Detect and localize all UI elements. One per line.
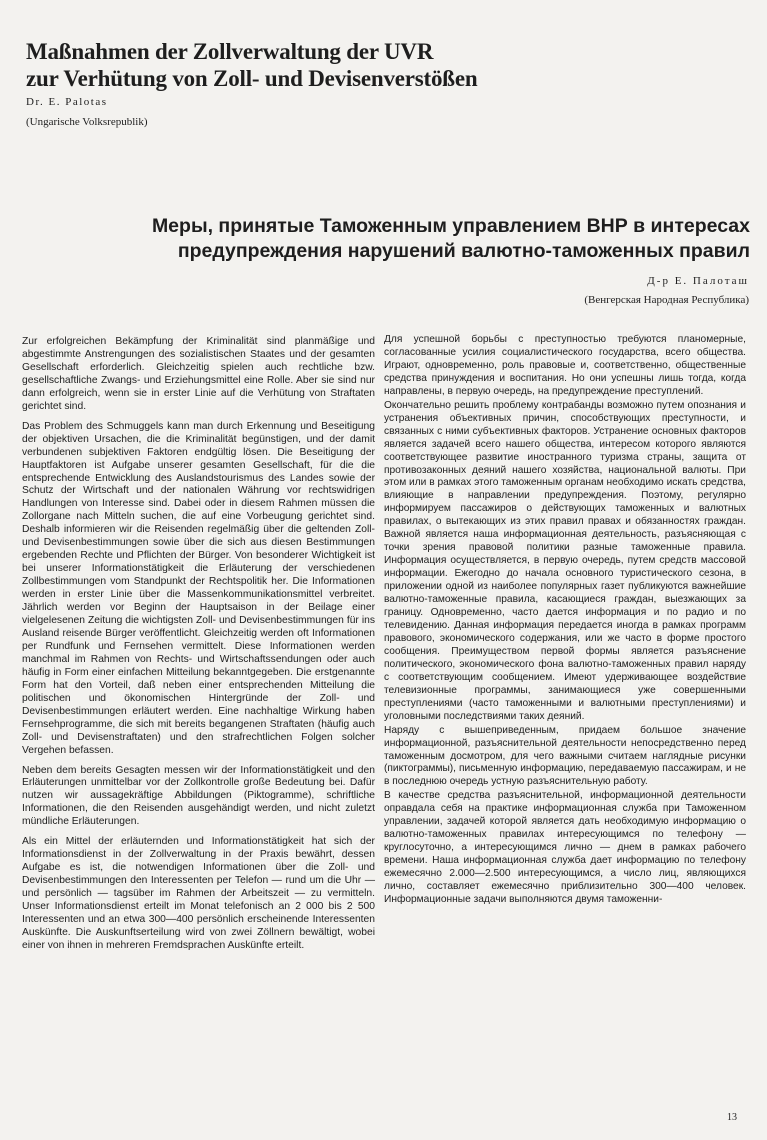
russian-paragraph: Для успешной борьбы с преступностью требуются планомерные, согласованные усилия социалистического государства, всего общества. Играют, одновременно, роль правовые и, соответственно, общественные средства принуждения и воспитания. Но они успешны лишь тогда, когда направлены, в первую очередь, на предупреждение преступлений.	[384, 334, 746, 397]
russian-title-line-2: предупреждения нарушений валютно-таможенных правил	[177, 240, 750, 262]
russian-paragraph: Наряду с вышеприведенным, придаем большое значение информационной, разъяснительной деятельности непосредственно перед таможенным досмотром, для чего важными считаем наглядные рисунки (пиктограммы), письменную информацию, передаваемую пассажирам, и не в последнюю очередь устную разъяснительную работу.	[384, 724, 746, 788]
german-country: (Ungarische Volksrepublik)	[26, 116, 148, 128]
page-number: 13	[727, 1112, 737, 1123]
russian-body-column	[384, 334, 746, 908]
russian-paragraph: Окончательно решить проблему контрабанды возможно путем опознания и устранения объективных причин, способствующих преступности, и связанных с ними субъективных факторов. Устранение основных факторов является задачей всего нашего общества, интересом которого являются соответствующее развитие иностранного туризма страны, защита от противозаконных деяний нашего хозяйства, национальной валюты. При этом или в рамках этого таможенным органам необходимо искать средства, влияющие в направлении предупреждения. Поэтому, регулярно информируем пассажиров о действующих таможенных и валютных правилах, о вытекающих из этих правил правах и обязанностях граждан. Важной является наша информационная деятельность, разъясняющая с точки зрения правовой политики разные таможенные правила. Информация осуществляется, в первую очередь, путем средств массовой информации. Ежегодно до начала основного туристического сезона, в приложении одной из наиболее популярных газет публикуются важнейшие валютно-таможенные правила, касающиеся граждан, выезжающих за границу. Одновременно, часто дается информация и по радио и по телевидению. Данная информация передается иногда в рамках программ правового, экономического содержания, или же часто в форме простого сообщения. Преимуществом первой формы является разъяснение политического, экономического фона валютно-таможенных правил наряду с соответствующим сообщением. Имеют удерживающее воздействие телевизионные программы, занимающиеся уже совершенными преступлениями (часто таможенными и валютными преступлениями) и уголовными последствиями таких деяний.	[384, 399, 746, 722]
russian-paragraph: В качестве средства разъяснительной, информационной деятельности оправдала себя на практике информационная служба при Таможенном управлении, задачей которой является дать необходимую информацию о валютно-таможенных правилах интересующимся по телефону — круглосуточно, а интересующимся лично — днем в рамках рабочего времени. Наша информационная служба дает информацию по телефону ежемесячно 2.000—2.500 интересующимся, а число лиц, являющихся лично, составляет ежемесячно приблизительно 300—400 человек. Информационные задачи выполняются двумя таможенни-	[384, 790, 746, 905]
german-body-column	[22, 336, 375, 960]
german-paragraph: Das Problem des Schmuggels kann man durch Erkennung und Beseitigung der objektiven Ursachen, die die Kriminalität begünstigen, und der damit verbundenen subjektiven Faktoren endgültig lösen. Die Beseitigung der Hauptfaktoren ist Aufgabe unserer gesamten Gesellschaft, für die die entsprechende Entwicklung des Auslandstourismus des Landes sowie der Schutz der Wirtschaft und der nationalen Währung vor rechtswidrigen Handlungen von Interesse sind. Dabei oder in diesem Rahmen müssen die Zollorgane nach Mitteln suchen, die auf eine Vorbeugung gerichtet sind. Deshalb informieren wir die Reisenden regelmäßig über die geltenden Zoll- und Devisenbestimmungen sowie über die sich aus diesen Bestimmungen ergebenden Rechte und Pflichten der Bürger. Von besonderer Wichtigkeit ist bei unserer Informationstätigkeit die Erläuterung der verschiedenen Zollbestimmungen vom Standpunkt der Rechtspolitik her. Die Informationen werden in erster Linie über die Massenkommunikationsmittel verbreitet. Jährlich werden vor Beginn der Hauptsaison in der Beilage einer vielgelesenen Zeitung die wichtigsten Zoll- und Devisenbestimmungen für ins Ausland reisende Bürger veröffentlicht. Gleichzeitig werden oft Informationen per Rundfunk und Fernsehen vermittelt. Diese Informationen werden manchmal im Rahmen von Rechts- und Wirtschaftssendungen oder auch häufig in Form einer einfachen Mitteilung bekanntgegeben. Die erstgenannte Form hat den Vorteil, daß neben einer entsprechenden Mitteilung die politischen und ökonomischen Hintergründe der Zoll- und Devisenbestimmungen erläutert werden. Eine nachhaltige Wirkung haben Fernsehprogramme, die sich mit bereits begangenen Straftaten (häufig auch Zoll- und Devisenstraftaten) und den strafrechtlichen Folgen solcher Vergehen befassen.	[22, 420, 375, 756]
german-author: Dr. E. Palotas	[26, 96, 108, 108]
russian-author: Д-р Е. Палоташ	[647, 275, 749, 287]
german-paragraph: Neben dem bereits Gesagten messen wir der Informationstätigkeit und den Erläuterungen unmittelbar vor der Zollkontrolle große Bedeutung bei. Dafür nutzen wir aussagekräftige Abbildungen (Piktogramme), schriftliche Informationen, die den Reisenden ausgehändigt werden, und nicht zuletzt mündliche Erläuterungen.	[22, 764, 375, 828]
russian-country: (Венгерская Народная Республика)	[584, 294, 749, 306]
german-title-line-2: zur Verhütung von Zoll- und Devisenverstößen	[26, 66, 478, 91]
german-paragraph: Als ein Mittel der erläuternden und Informationstätigkeit hat sich der Informationsdienst in der Zollverwaltung in der Praxis bewährt, dessen Aufgabe es ist, die notwendigen Informationen über die Zoll- und Devisenbestimmungen den Interessenten per Telefon — rund um die Uhr — und persönlich — tagsüber im Rahmen der Arbeitszeit — zu vermitteln. Unser Informationsdienst erteilt im Monat telefonisch an 2 000 bis 2 500 Interessenten und an etwa 300—400 persönlich erscheinende Interessenten Auskünfte. Die Auskunftserteilung wird von zwei Zöllnern bewältigt, wobei einer von ihnen in mehreren Fremdsprachen Auskünfte erteilt.	[22, 836, 375, 951]
russian-title	[20, 214, 750, 264]
german-title-line-1: Maßnahmen der Zollverwaltung der UVR	[26, 39, 434, 64]
german-paragraph: Zur erfolgreichen Bekämpfung der Kriminalität sind planmäßige und abgestimmte Anstrengungen des sozialistischen Staates und der gesamten Gesellschaft erforderlich. Gleichzeitig spielen auch rechtliche bzw. gesellschaftliche Zwangs- und Erziehungsmittel eine Rolle. Aber sie sind nur dann erfolgreich, wenn sie in erster Linie auf die Verhütung von Straftaten gerichtet sind.	[22, 336, 375, 412]
german-title	[26, 38, 746, 92]
russian-title-line-1: Меры, принятые Таможенным управлением ВНР в интересах	[151, 215, 750, 237]
